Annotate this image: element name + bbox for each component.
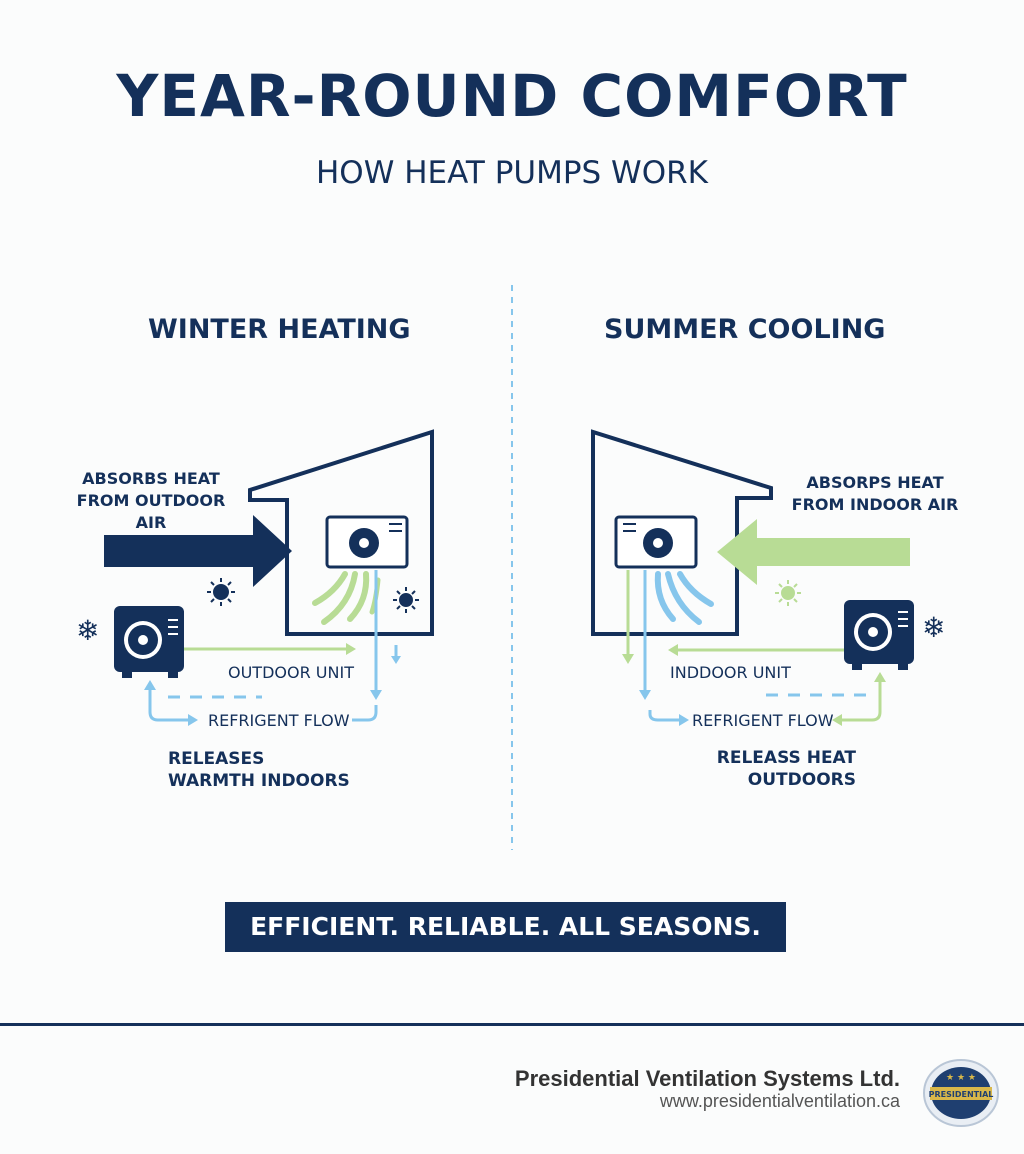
summer-sun-icon <box>775 580 801 606</box>
winter-flow-label: REFRIGENT FLOW <box>208 711 350 730</box>
winter-absorbs-line1: ABSORBS HEAT <box>82 469 220 488</box>
summer-releases-line2: OUTDOORS <box>747 770 856 790</box>
page-title: YEAR-ROUND COMFORT <box>116 62 908 130</box>
winter-outdoor-unit-icon <box>114 606 184 678</box>
page-subtitle: HOW HEAT PUMPS WORK <box>316 155 708 191</box>
tagline-banner: EFFICIENT. RELIABLE. ALL SEASONS. <box>225 902 786 952</box>
svg-text:PRESIDENTIAL: PRESIDENTIAL <box>928 1090 994 1099</box>
summer-unit-label: INDDOOR UNIT <box>670 663 791 682</box>
winter-snowflake-icon: ❄ <box>76 614 100 647</box>
summer-flow-label: REFRIGENT FLOW <box>692 711 834 730</box>
winter-heading: WINTER HEATING <box>148 314 411 345</box>
winter-releases-line1: RELEASES <box>168 749 265 769</box>
summer-releases-label <box>700 747 856 791</box>
winter-absorbs-label <box>60 468 242 534</box>
winter-sun-icon <box>207 578 235 606</box>
company-website[interactable]: www.presidentialventilation.ca <box>659 1091 900 1111</box>
company-logo-icon <box>922 1058 1000 1128</box>
winter-indoor-unit-icon <box>327 517 407 567</box>
summer-absorbs-line1: ABSORPS HEAT <box>806 473 944 492</box>
footer-divider <box>0 1023 1024 1026</box>
summer-absorbs-line2: FROM INDOOR AIR <box>791 495 959 514</box>
winter-absorbs-line2: FROM OUTDOOR AIR <box>76 491 226 532</box>
summer-absorbs-label <box>784 472 966 516</box>
winter-sun-icon-small <box>393 587 419 613</box>
winter-releases-label <box>168 748 350 792</box>
svg-text:★ ★ ★: ★ ★ ★ <box>946 1073 976 1083</box>
winter-unit-label: OUTDOOR UNIT <box>228 663 354 682</box>
summer-snowflake-icon: ❄ <box>922 611 946 644</box>
summer-heading: SUMMER COOLING <box>604 314 886 345</box>
summer-outdoor-unit-icon <box>844 600 914 670</box>
summer-indoor-unit-icon <box>616 517 696 567</box>
company-name: Presidential Ventilation Systems Ltd. <box>514 1066 900 1091</box>
summer-releases-line1: RELEASS HEAT <box>716 748 856 768</box>
summer-absorb-arrow <box>717 519 910 585</box>
winter-releases-line2: WARMTH INDOORS <box>168 771 350 791</box>
